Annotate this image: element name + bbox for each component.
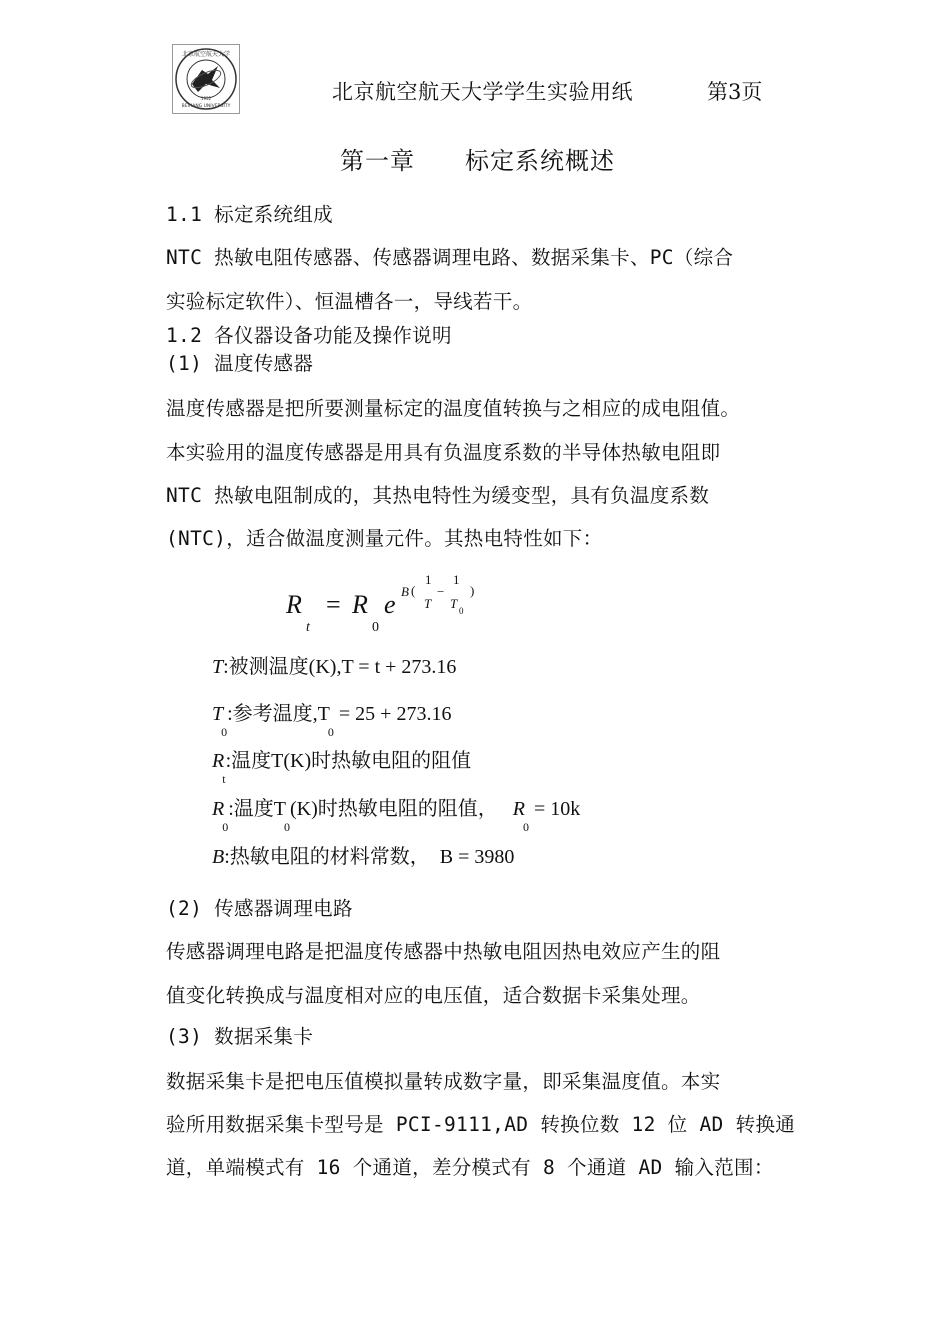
paragraph-line: 值变化转换成与温度相对应的电压值，适合数据卡采集处理。: [166, 984, 701, 1007]
formula-exp-den2-sub: 0: [459, 606, 464, 616]
definition-t0-sub: 0: [221, 725, 228, 739]
logo-text-bottom: BEIHANG UNIVERSITY: [181, 104, 231, 109]
definition-b-val: B = 3980: [439, 846, 515, 868]
definition-t: [212, 650, 456, 679]
subsection-heading-3: (3) 数据采集卡: [166, 1025, 314, 1048]
ntc-formula: [280, 568, 520, 642]
definition-r0-var: R: [212, 798, 225, 820]
definition-r0: [212, 792, 581, 834]
page-number: 第3页: [707, 80, 763, 104]
paragraph-line: NTC 热敏电阻制成的，其热电特性为缓变型，具有负温度系数: [166, 484, 710, 507]
logo-text-top: 北京航空航天大学: [181, 51, 231, 58]
definition-rt-var: R: [212, 750, 225, 772]
section-heading-1-2: 1.2 各仪器设备功能及操作说明: [166, 324, 452, 347]
definition-b: [212, 840, 514, 869]
definition-r0-var2: R: [512, 798, 525, 820]
chapter-title: 第一章 标定系统概述: [340, 147, 615, 175]
logo-year: 1952: [200, 96, 212, 101]
formula-r-t: R: [286, 590, 302, 619]
formula-exp-minus: −: [437, 584, 445, 599]
subsection-heading-2: (2) 传感器调理电路: [166, 897, 353, 920]
definition-t-var: T: [212, 656, 224, 678]
formula-exp-rparen: ): [470, 583, 475, 598]
definition-t-text: :被测温度(K),T = t + 273.16: [223, 656, 457, 678]
formula-r0-sub: 0: [372, 620, 379, 635]
paragraph-line: (NTC)，适合做温度测量元件。其热电特性如下：: [166, 527, 603, 550]
definition-t0-text2: = 25 + 273.16: [333, 703, 452, 725]
header-title: 北京航空航天大学学生实验用纸: [332, 80, 633, 104]
formula-r0: R: [352, 590, 368, 619]
formula-exp-lparen: (: [411, 583, 416, 598]
definition-r0-text2: (K)时热敏电阻的阻值，: [290, 798, 498, 820]
paragraph-line: 数据采集卡是把电压值模拟量转成数字量，即采集温度值。本实: [166, 1070, 721, 1093]
formula-exp-den1: T: [424, 596, 432, 611]
formula-exp-num2: 1: [453, 572, 460, 587]
formula-e: e: [384, 590, 396, 619]
university-logo: [172, 44, 240, 114]
definition-r0-sub3: 0: [522, 820, 529, 834]
subsection-heading-1: (1) 温度传感器: [166, 352, 314, 375]
definition-t0-text: :参考温度,T: [227, 703, 330, 725]
definition-t0-sub2: 0: [327, 725, 334, 739]
definition-b-text: :热敏电阻的材料常数，: [224, 846, 430, 868]
definition-b-var: B: [212, 846, 225, 868]
definition-r0-val: = 10k: [528, 798, 581, 820]
definition-r0-text: :温度T: [228, 798, 286, 820]
definition-r0-sub2: 0: [284, 820, 290, 834]
paragraph-line: 验所用数据采集卡型号是 PCI-9111,AD 转换位数 12 位 AD 转换通: [166, 1113, 796, 1136]
paragraph-line: NTC 热敏电阻传感器、传感器调理电路、数据采集卡、PC（综合: [166, 246, 734, 269]
formula-exp-b: B: [401, 584, 409, 599]
paragraph-line: 温度传感器是把所要测量标定的温度值转换与之相应的成电阻值。: [166, 397, 741, 420]
paragraph-line: 道，单端模式有 16 个通道，差分模式有 8 个通道 AD 输入范围：: [166, 1156, 774, 1179]
section-heading-1-1: 1.1 标定系统组成: [166, 203, 333, 226]
paragraph-line: 实验标定软件）、恒温槽各一，导线若干。: [166, 290, 533, 313]
formula-r-t-sub: t: [306, 620, 310, 635]
formula-exp-den2: T: [450, 596, 458, 611]
paragraph-line: 传感器调理电路是把温度传感器中热敏电阻因热电效应产生的阻: [166, 940, 721, 963]
paragraph-line: 本实验用的温度传感器是用具有负温度系数的半导体热敏电阻即: [166, 441, 721, 464]
definition-rt-sub: t: [222, 772, 226, 786]
formula-equals: =: [326, 590, 341, 619]
definition-t0-var: T: [212, 703, 224, 725]
definition-r0-sub: 0: [222, 820, 229, 834]
definition-rt: [212, 744, 472, 786]
formula-exp-num1: 1: [425, 572, 432, 587]
definition-t0: [212, 697, 452, 739]
definition-rt-text: :温度T(K)时热敏电阻的阻值: [225, 750, 472, 772]
